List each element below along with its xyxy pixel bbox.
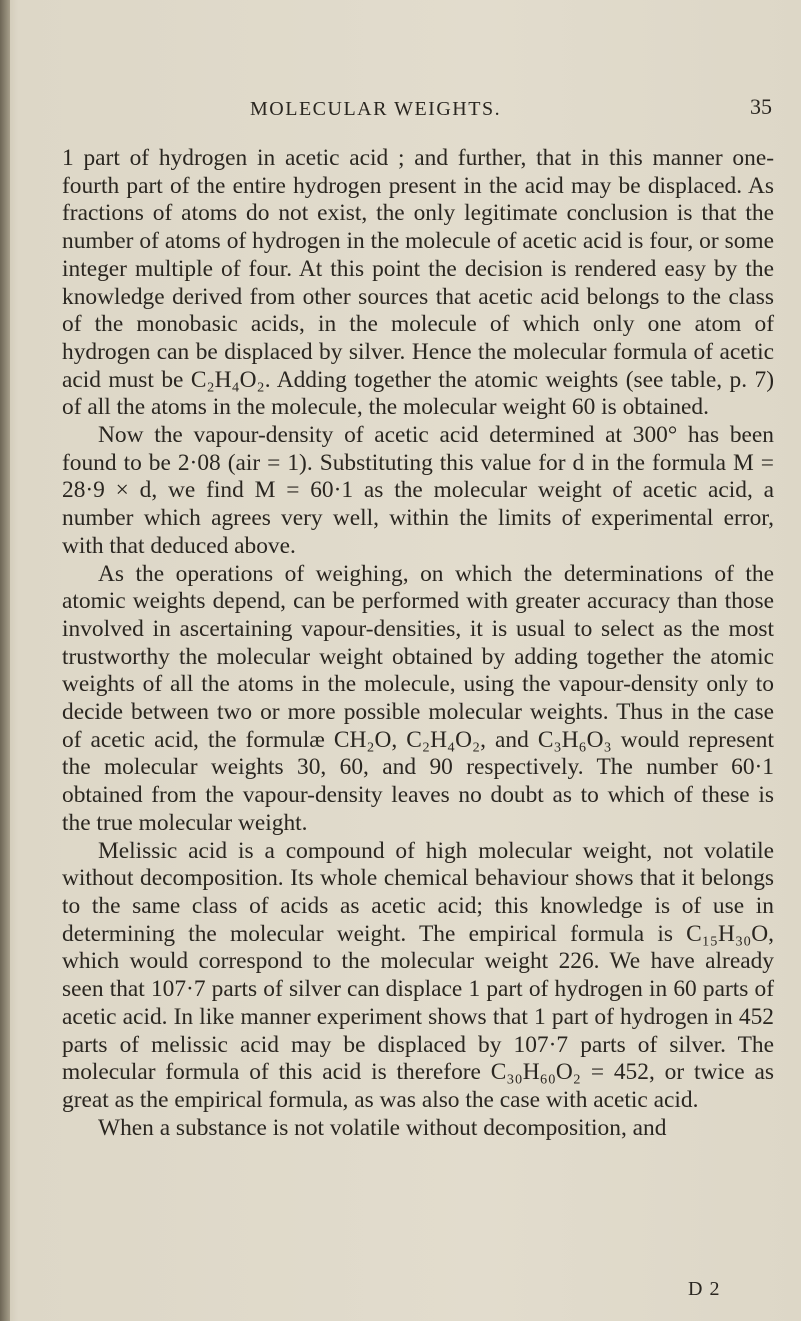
- paragraph-1: 1 part of hydrogen in acetic acid ; and further, that in this manner one-fourth part of the entire hydrogen present in the acid may be displaced. As fractions of atoms do not exist, the only legitimate conclusion is that the number of atoms of hydrogen in the molecule of acetic acid is four, or some integer multiple of four. At this point the decision is rendered easy by the knowledge derived from other sources that acetic acid belongs to the class of the monobasic acids, in the molecule of which only one atom of hydrogen can be displaced by silver. Hence the molecular formula of acetic acid must be C₂H₄O₂. Adding together the atomic weights (see table, p. 7) of all the atoms in the molecule, the molecular weight 60 is obtained.: [62, 145, 774, 421]
- paragraph-5: When a substance is not volatile without decomposition, and: [98, 1114, 667, 1141]
- paragraph-2: Now the vapour-density of acetic acid determined at 300° has been found to be 2·08 (air = 1). Substituting this value for d in the formula M = 28·9 × d, we find M = 60·1 as the molecular weight of acetic acid, a number which agrees very well, within the limits of experimental error, with that deduced above.: [62, 422, 774, 559]
- body-text: [62, 145, 774, 1142]
- running-title: MOLECULAR WEIGHTS.: [250, 98, 502, 120]
- binding-gutter: [0, 0, 10, 1321]
- paragraph-3: As the operations of weighing, on which the determinations of the atomic weights depend, can be performed with greater accuracy than those involved in ascertaining vapour-densities, it is usual to select as the most trustworthy the molecular weight obtained by adding together the atomic weights of all the atoms in the molecule, using the vapour-density only to decide between two or more possible molecular weights. Thus in the case of acetic acid, the formulæ CH₂O, C₂H₄O₂, and C₃H₆O₃ would represent the molecular weights 30, 60, and 90 respectively. The number 60·1 obtained from the vapour-density leaves no doubt as to which of these is the true molecular weight.: [62, 560, 774, 836]
- page-number: 35: [750, 94, 772, 119]
- signature-mark: D 2: [688, 1278, 721, 1300]
- paragraph-4: Melissic acid is a compound of high molecular weight, not volatile without decomposition. Its whole chemical behaviour shows that it belongs to the same class of acids as acetic acid; this knowledge is of use in determining the molecular weight. The empirical formula is C₁₅H₃₀O, which would correspond to the molecular weight 226. We have already seen that 107·7 parts of silver can displace 1 part of hydrogen in 60 parts of acetic acid. In like manner experiment shows that 1 part of hydrogen in 452 parts of melissic acid may be displaced by 107·7 parts of silver. The molecular formula of this acid is therefore C₃₀H₆₀O₂ = 452, or twice as great as the empirical formula, as was also the case with acetic acid.: [62, 837, 774, 1113]
